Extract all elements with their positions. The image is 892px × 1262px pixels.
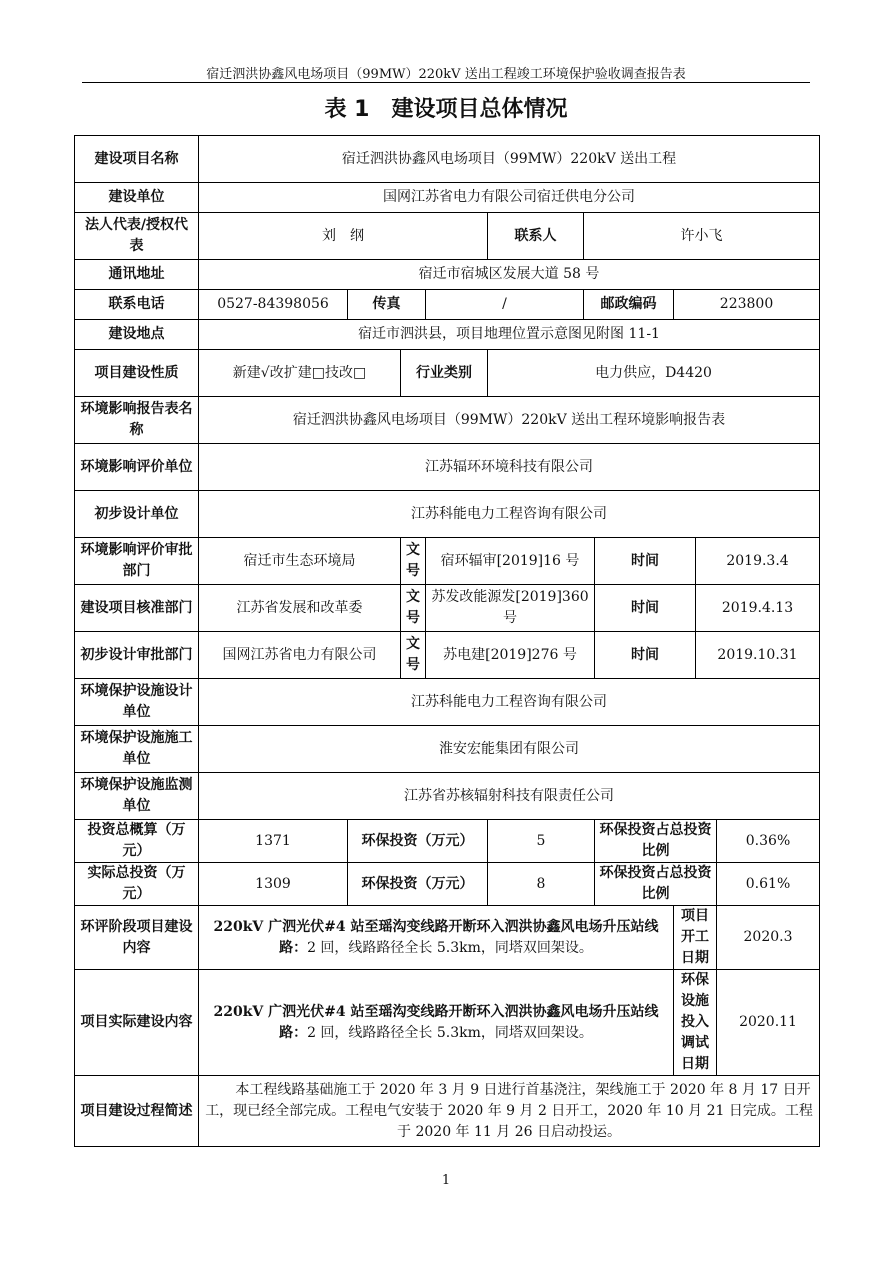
row-investment-actual xyxy=(75,863,820,906)
contact-label: 联系人 xyxy=(488,213,584,260)
time-value: 2019.10.31 xyxy=(696,632,820,679)
date-value: 2020.3 xyxy=(717,906,820,970)
label: 环境保护设施设计单位 xyxy=(75,679,199,726)
ratio-value: 0.36% xyxy=(717,820,820,863)
row-env-monitoring xyxy=(75,773,820,820)
label: 环境影响评价审批部门 xyxy=(75,538,199,585)
row-design-unit xyxy=(75,491,820,538)
env-invest-value: 8 xyxy=(488,863,595,906)
content-bold: 220kV 广泗光伏#4 站至瑶沟变线路开断环入泗洪协鑫风电场升压站线路： xyxy=(213,918,659,956)
content-value xyxy=(199,906,674,970)
value: 淮安宏能集团有限公司 xyxy=(199,726,820,773)
content-text: 2 回，线路路径全长 5.3km，同塔双回架设。 xyxy=(307,939,593,956)
industry-label: 行业类别 xyxy=(401,350,488,397)
label: 建设单位 xyxy=(75,183,199,213)
doc-value: 宿环辐审[2019]16 号 xyxy=(426,538,595,585)
label: 环境保护设施施工单位 xyxy=(75,726,199,773)
header-rule xyxy=(82,82,810,83)
row-eia-unit xyxy=(75,444,820,491)
row-nature xyxy=(75,350,820,397)
label: 环境影响报告表名称 xyxy=(75,397,199,444)
page-number: 1 xyxy=(441,1173,451,1188)
date-label: 项目开工日期 xyxy=(674,906,717,970)
value: 宿迁泗洪协鑫风电场项目（99MW）220kV 送出工程 xyxy=(199,136,820,183)
label: 建设项目核准部门 xyxy=(75,585,199,632)
row-eia-report-name xyxy=(75,397,820,444)
label: 投资总概算（万元） xyxy=(75,820,199,863)
ratio-value: 0.61% xyxy=(717,863,820,906)
content-bold: 220kV 广泗光伏#4 站至瑶沟变线路开断环入泗洪协鑫风电场升压站线路： xyxy=(213,1003,659,1041)
label: 项目建设过程简述 xyxy=(75,1076,199,1147)
row-env-design xyxy=(75,679,820,726)
value: 江苏辐环环境科技有限公司 xyxy=(199,444,820,491)
doc-value: 苏发改能源发[2019]360 号 xyxy=(426,585,595,632)
row-project-name xyxy=(75,136,820,183)
running-header: 宿迁泗洪协鑫风电场项目（99MW）220kV 送出工程竣工环境保护验收调查报告表 xyxy=(206,67,686,82)
label: 初步设计单位 xyxy=(75,491,199,538)
label: 实际总投资（万元） xyxy=(75,863,199,906)
value: 江苏省苏核辐射科技有限责任公司 xyxy=(199,773,820,820)
time-label: 时间 xyxy=(595,632,696,679)
doc-label: 文号 xyxy=(401,632,426,679)
value: 新建√改扩建□技改□ xyxy=(199,350,401,397)
row-phone xyxy=(75,290,820,320)
value: 1371 xyxy=(199,820,348,863)
row-builder xyxy=(75,183,820,213)
label: 初步设计审批部门 xyxy=(75,632,199,679)
ratio-label: 环保投资占总投资比例 xyxy=(595,820,717,863)
env-invest-label: 环保投资（万元） xyxy=(348,820,488,863)
zip-label: 邮政编码 xyxy=(584,290,674,320)
row-actual-content xyxy=(75,970,820,1076)
fax-value: / xyxy=(426,290,584,320)
date-value: 2020.11 xyxy=(717,970,820,1076)
value: 宿迁市泗洪县，项目地理位置示意图见附图 11-1 xyxy=(199,320,820,350)
time-value: 2019.4.13 xyxy=(696,585,820,632)
row-investment-estimate xyxy=(75,820,820,863)
label: 环评阶段项目建设内容 xyxy=(75,906,199,970)
contact-value: 许小飞 xyxy=(584,213,820,260)
project-info-table xyxy=(74,135,820,1147)
time-label: 时间 xyxy=(595,585,696,632)
content-text: 2 回，线路路径全长 5.3km，同塔双回架设。 xyxy=(307,1024,593,1041)
zip-value: 223800 xyxy=(674,290,820,320)
row-site xyxy=(75,320,820,350)
row-project-approval xyxy=(75,585,820,632)
time-label: 时间 xyxy=(595,538,696,585)
label: 联系电话 xyxy=(75,290,199,320)
value: 本工程线路基础施工于 2020 年 3 月 9 日进行首基浇注，架线施工于 2020 年 8 月 17 日开工，现已经全部完成。工程电气安装于 2020 年 9 月 2 日开工，2020 年 10 月 21 日完成。工程于 2020 年 11 月 26 日启动投运。 xyxy=(199,1076,820,1147)
dept-value: 江苏省发展和改革委 xyxy=(199,585,401,632)
value: 刘 纲 xyxy=(199,213,488,260)
row-eia-approval xyxy=(75,538,820,585)
fax-label: 传真 xyxy=(348,290,426,320)
label: 环境影响评价单位 xyxy=(75,444,199,491)
value: 1309 xyxy=(199,863,348,906)
row-representative xyxy=(75,213,820,260)
phone-value: 0527-84398056 xyxy=(199,290,348,320)
label: 建设项目名称 xyxy=(75,136,199,183)
doc-label: 文号 xyxy=(401,585,426,632)
doc-value: 苏电建[2019]276 号 xyxy=(426,632,595,679)
time-value: 2019.3.4 xyxy=(696,538,820,585)
value: 国网江苏省电力有限公司宿迁供电分公司 xyxy=(199,183,820,213)
ratio-label: 环保投资占总投资比例 xyxy=(595,863,717,906)
label: 项目实际建设内容 xyxy=(75,970,199,1076)
value: 江苏科能电力工程咨询有限公司 xyxy=(199,491,820,538)
doc-label: 文号 xyxy=(401,538,426,585)
value: 宿迁市宿城区发展大道 58 号 xyxy=(199,260,820,290)
date-label: 环保设施投入调试日期 xyxy=(674,970,717,1076)
industry-value: 电力供应，D4420 xyxy=(488,350,820,397)
row-process xyxy=(75,1076,820,1147)
table-title: 表 1 建设项目总体情况 xyxy=(324,97,568,122)
row-env-construction xyxy=(75,726,820,773)
label: 项目建设性质 xyxy=(75,350,199,397)
row-design-approval xyxy=(75,632,820,679)
row-eia-content xyxy=(75,906,820,970)
value: 江苏科能电力工程咨询有限公司 xyxy=(199,679,820,726)
label: 环境保护设施监测单位 xyxy=(75,773,199,820)
dept-value: 宿迁市生态环境局 xyxy=(199,538,401,585)
env-invest-value: 5 xyxy=(488,820,595,863)
dept-value: 国网江苏省电力有限公司 xyxy=(199,632,401,679)
row-address xyxy=(75,260,820,290)
value: 宿迁泗洪协鑫风电场项目（99MW）220kV 送出工程环境影响报告表 xyxy=(199,397,820,444)
label: 法人代表/授权代表 xyxy=(75,213,199,260)
label: 通讯地址 xyxy=(75,260,199,290)
label: 建设地点 xyxy=(75,320,199,350)
content-value xyxy=(199,970,674,1076)
env-invest-label: 环保投资（万元） xyxy=(348,863,488,906)
